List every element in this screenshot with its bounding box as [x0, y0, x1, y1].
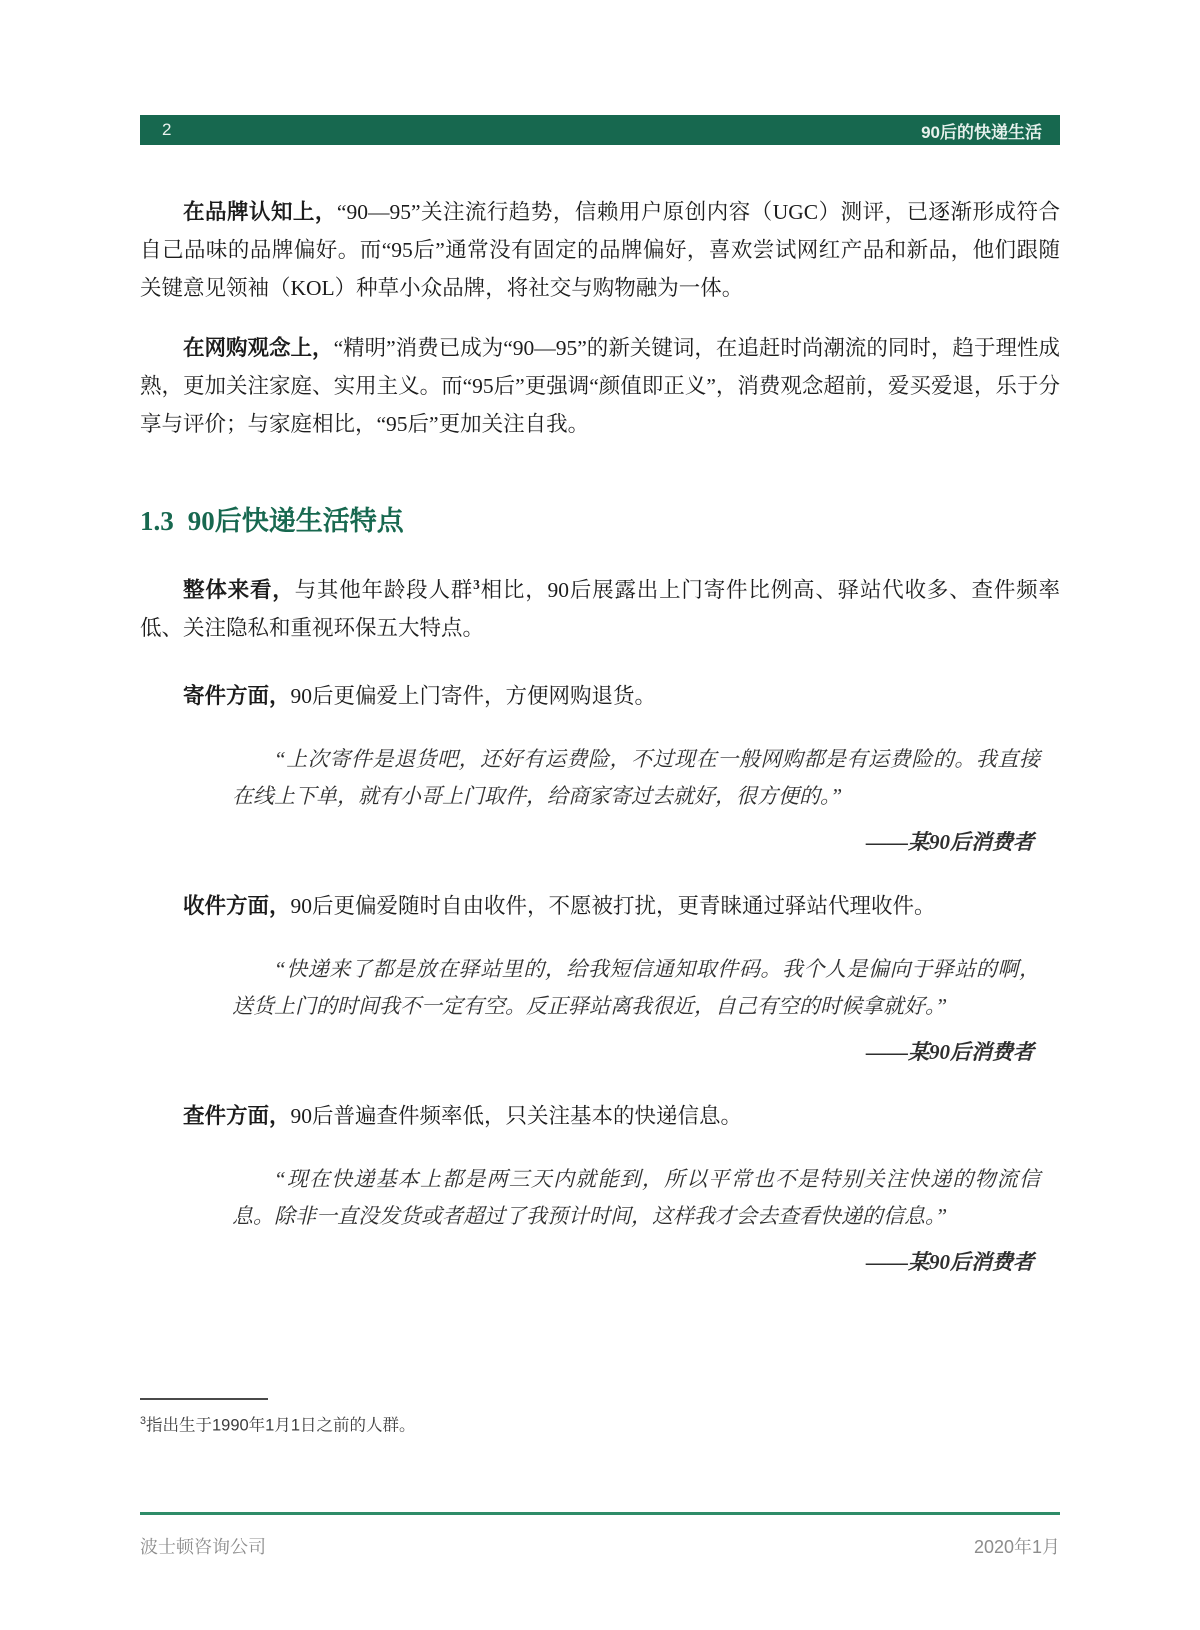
- feature-statement: [140, 677, 1060, 715]
- paragraph-text: “精明”消费已成为“90—95”的新关键词，在追赶时尚潮流的同时，趋于理性成熟，更加关注家庭、实用主义。而“95后”更强调“颜值即正义”，消费观念超前，爱买爱退，乐于分享与评价；与家庭相比，“95后”更加关注自我。: [140, 336, 1060, 436]
- paragraph-text: “90—95”关注流行趋势，信赖用户原创内容（UGC）测评，已逐渐形成符合自己品味的品牌偏好。而“95后”通常没有固定的品牌偏好，喜欢尝试网红产品和新品，他们跟随关键意见领袖（KOL）种草小众品牌，将社交与购物融为一体。: [140, 200, 1060, 300]
- feature-tracking: [140, 1097, 1060, 1277]
- section-title: 90后快递生活特点: [187, 506, 404, 536]
- quote-attribution: ——某90后消费者: [866, 1250, 1034, 1274]
- consumer-quote: “快递来了都是放在驿站里的，给我短信通知取件码。我个人是偏向于驿站的啊，送货上门的时间我不一定有空。反正驿站离我很近，自己有空的时候拿就好。”: [232, 957, 1040, 1018]
- footnote: [140, 1410, 840, 1437]
- footer-company: 波士顿咨询公司: [140, 1537, 266, 1557]
- page-header-bar: [140, 115, 1060, 145]
- section-heading: [140, 505, 1060, 537]
- running-header-title: 90后的快递生活: [921, 122, 1042, 142]
- feature-statement: [140, 1097, 1060, 1135]
- consumer-quote: “现在快递基本上都是两三天内就能到，所以平常也不是特别关注快递的物流信息。除非一直没发货或者超过了我预计时间，这样我才会去查看快递的信息。”: [232, 1167, 1040, 1228]
- quote-attribution: ——某90后消费者: [866, 1040, 1034, 1064]
- footer-date: 2020年1月: [973, 1537, 1060, 1557]
- paragraph-brand-perception: [140, 193, 1060, 307]
- footnote-reference: 3: [473, 576, 480, 592]
- quote-attribution: ——某90后消费者: [866, 830, 1034, 854]
- paragraph-text: 90后更偏爱随时自由收件，不愿被打扰，更青睐通过驿站代理收件。: [290, 894, 936, 918]
- paragraph-lead: 在品牌认知上，: [183, 200, 337, 224]
- paragraph-lead: 整体来看，: [183, 578, 295, 602]
- paragraph-text: 与其他年龄段人群: [294, 578, 474, 602]
- paragraph-lead: 在网购观念上，: [183, 336, 334, 360]
- feature-sending: [140, 677, 1060, 857]
- paragraph-lead: 收件方面，: [183, 894, 291, 918]
- paragraph-shopping-mindset: [140, 329, 1060, 443]
- paragraph-text: 90后普遍查件频率低，只关注基本的快递信息。: [290, 1104, 743, 1128]
- paragraph-lead: 寄件方面，: [183, 684, 291, 708]
- paragraph-text: 90后更偏爱上门寄件，方便网购退货。: [290, 684, 657, 708]
- feature-statement: [140, 887, 1060, 925]
- footnote-text: 指出生于1990年1月1日之前的人群。: [145, 1416, 416, 1435]
- consumer-quote: “上次寄件是退货吧，还好有运费险，不过现在一般网购都是有运费险的。我直接在线上下单，就有小哥上门取件，给商家寄过去就好，很方便的。”: [232, 747, 1040, 808]
- page-number: 2: [162, 120, 172, 139]
- footnote-divider: [140, 1398, 268, 1400]
- footnote-marker: 3: [140, 1415, 146, 1427]
- page-footer: [140, 1512, 1060, 1559]
- paragraph-lead: 查件方面，: [183, 1104, 291, 1128]
- feature-receiving: [140, 887, 1060, 1067]
- page-content: [0, 115, 1200, 1277]
- section-number: 1.3: [140, 506, 174, 536]
- footnote-area: [140, 1398, 840, 1437]
- paragraph-overview: [140, 571, 1060, 647]
- paragraph-text: 相比，90后展露出上门寄件比例高、驿站代收多、查件频率低、关注隐私和重视环保五大特点。: [140, 578, 1060, 640]
